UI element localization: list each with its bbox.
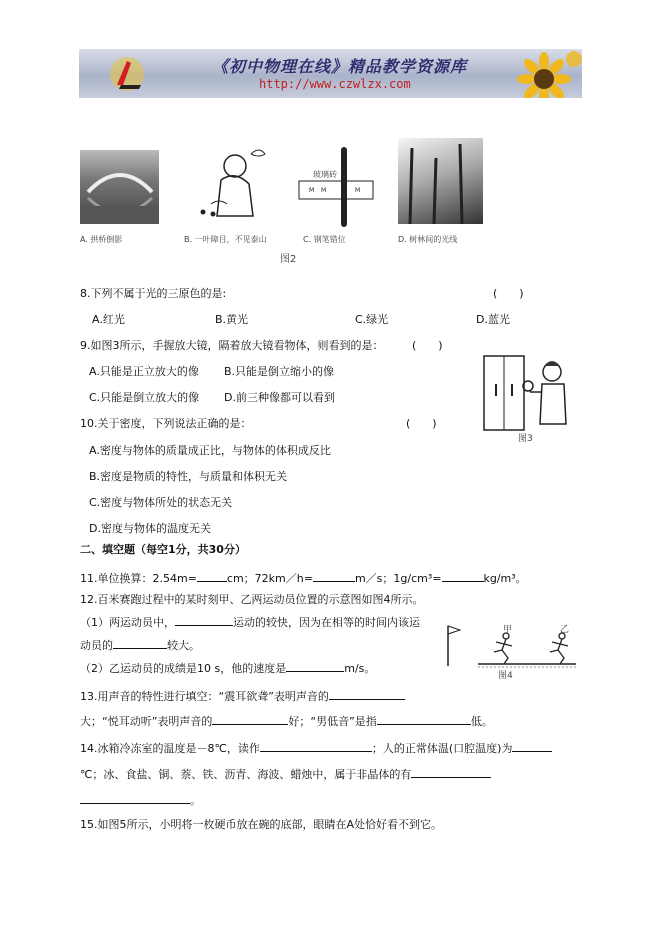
q12-p2-line <box>80 660 375 676</box>
q12-p1-text-d: 较大。 <box>167 639 200 652</box>
section2-heading: 二、填空题（每空1分，共30分） <box>80 543 246 556</box>
figure2-caption: 图2 <box>280 254 297 265</box>
svg-text:M: M <box>309 187 315 194</box>
q14-blank-2[interactable] <box>512 740 552 752</box>
figure4-caption: 图4 <box>498 671 513 681</box>
figure4-runner-yi: 乙 <box>560 625 570 635</box>
q12-p1-text-a: （1）两运动员中， <box>80 616 175 629</box>
figure2-label-a: A. 拱桥倒影 <box>80 235 123 244</box>
q15-stem: 15.如图5所示，小明将一枚硬币放在碗的底部，眼睛在A处恰好看不到它。 <box>80 818 443 831</box>
logo-icon <box>107 55 147 93</box>
figure2-image-d <box>398 138 483 224</box>
q12-p1-line2 <box>80 637 200 653</box>
q10-option-b: B.密度是物质的特性，与质量和体积无关 <box>89 470 288 483</box>
q12-blank-2[interactable] <box>113 637 167 649</box>
q9-option-b: B.只能是倒立缩小的像 <box>224 365 335 378</box>
q9-stem: 9.如图3所示，手握放大镜，隔着放大镜看物体，则看到的是： <box>80 339 384 352</box>
q9-option-a: A.只能是正立放大的像 <box>89 365 199 378</box>
q11-blank-1[interactable] <box>197 570 227 582</box>
q14-text-d: 。 <box>190 794 201 807</box>
figure2-label-d: D. 树林间的光线 <box>398 235 458 244</box>
q10-option-a: A.密度与物体的质量成正比，与物体的体积成反比 <box>89 444 331 457</box>
q12-p1-text-c: 动员的 <box>80 639 113 652</box>
figure2-image-c <box>291 145 381 227</box>
q13-blank-2[interactable] <box>212 713 288 725</box>
q14-text-b: ；人的正常体温(口腔温度)为 <box>371 742 513 755</box>
q11-line <box>80 570 527 586</box>
q8-option-a: A.红光 <box>92 313 125 326</box>
q9-option-d: D.前三种像都可以看到 <box>224 391 335 404</box>
q12-p1-line1 <box>80 614 420 630</box>
q10-stem: 10.关于密度，下列说法正确的是： <box>80 417 252 430</box>
svg-text:M: M <box>321 187 327 194</box>
q13-text-d: 低。 <box>470 715 493 728</box>
q10-option-c: C.密度与物体所处的状态无关 <box>89 496 233 509</box>
figure2-image-b <box>191 140 271 224</box>
sunflower-icon <box>504 49 582 98</box>
q11-part-b: cm；72km／h= <box>226 572 313 585</box>
q13-text-c: 好；“男低音”是指 <box>288 715 377 728</box>
q14-line1 <box>80 740 552 756</box>
q11-part-c: m／s；1g/cm³= <box>354 572 442 585</box>
q14-line2 <box>80 766 491 782</box>
q10-paren: ( ) <box>406 417 437 430</box>
q13-line1 <box>80 688 405 704</box>
q10-option-d: D.密度与物体的温度无关 <box>89 522 211 535</box>
figure3-image <box>480 352 572 432</box>
q13-text-a: 13.用声音的特性进行填空：“震耳欲聋”表明声音的 <box>80 690 329 703</box>
banner-title: 《初中物理在线》精品教学资源库 <box>212 57 468 76</box>
q14-blank-3[interactable] <box>411 766 491 778</box>
q8-option-d: D.蓝光 <box>476 313 510 326</box>
q14-text-a: 14.冰箱冷冻室的温度是－8℃，读作 <box>80 742 260 755</box>
q8-option-b: B.黄光 <box>215 313 249 326</box>
q12-p1-text-b: 运动的较快，因为在相等的时间内该运 <box>233 616 420 629</box>
q12-blank-3[interactable] <box>286 660 344 672</box>
header-banner <box>79 49 582 98</box>
q12-p2-text-a: （2）乙运动员的成绩是10 s，他的速度是 <box>80 662 287 675</box>
q12-p2-text-b: m/s。 <box>344 662 376 675</box>
figure2-label-c: C. 钢笔错位 <box>303 235 346 244</box>
q9-paren: ( ) <box>412 339 443 352</box>
q14-line3 <box>80 792 201 808</box>
q13-text-b: 大；“悦耳动听”表明声音的 <box>80 715 213 728</box>
q12-stem: 12.百米赛跑过程中的某时刻甲、乙两运动员位置的示意图如图4所示。 <box>80 593 424 606</box>
q8-stem: 8.下列不属于光的三原色的是: <box>80 287 227 300</box>
q9-option-c: C.只能是倒立放大的像 <box>89 391 200 404</box>
q12-blank-1[interactable] <box>175 614 233 626</box>
glass-brick-label: 玻璃砖 <box>313 170 337 179</box>
figure2-image-a <box>80 150 159 224</box>
q14-blank-4[interactable] <box>80 792 190 804</box>
q13-blank-1[interactable] <box>329 688 405 700</box>
banner-url: http://www.czwlzx.com <box>259 77 411 91</box>
q11-part-d: kg/m³。 <box>483 572 527 585</box>
figure4-runner-jia: 甲 <box>503 625 513 635</box>
svg-text:M: M <box>355 187 361 194</box>
q13-line2 <box>80 713 493 729</box>
q14-text-c: ℃；冰、食盐、铜、萘、铁、沥青、海波、蜡烛中，属于非晶体的有 <box>80 768 412 781</box>
q14-blank-1[interactable] <box>260 740 372 752</box>
q8-option-c: C.绿光 <box>355 313 389 326</box>
figure3-caption: 图3 <box>518 434 533 444</box>
q11-blank-2[interactable] <box>313 570 355 582</box>
q11-blank-3[interactable] <box>442 570 484 582</box>
q13-blank-3[interactable] <box>377 713 471 725</box>
q11-part-a: 11.单位换算：2.54m= <box>80 572 197 585</box>
q8-paren: ( ) <box>493 287 524 300</box>
figure2-label-b: B. 一叶障目，不见泰山 <box>184 235 267 244</box>
